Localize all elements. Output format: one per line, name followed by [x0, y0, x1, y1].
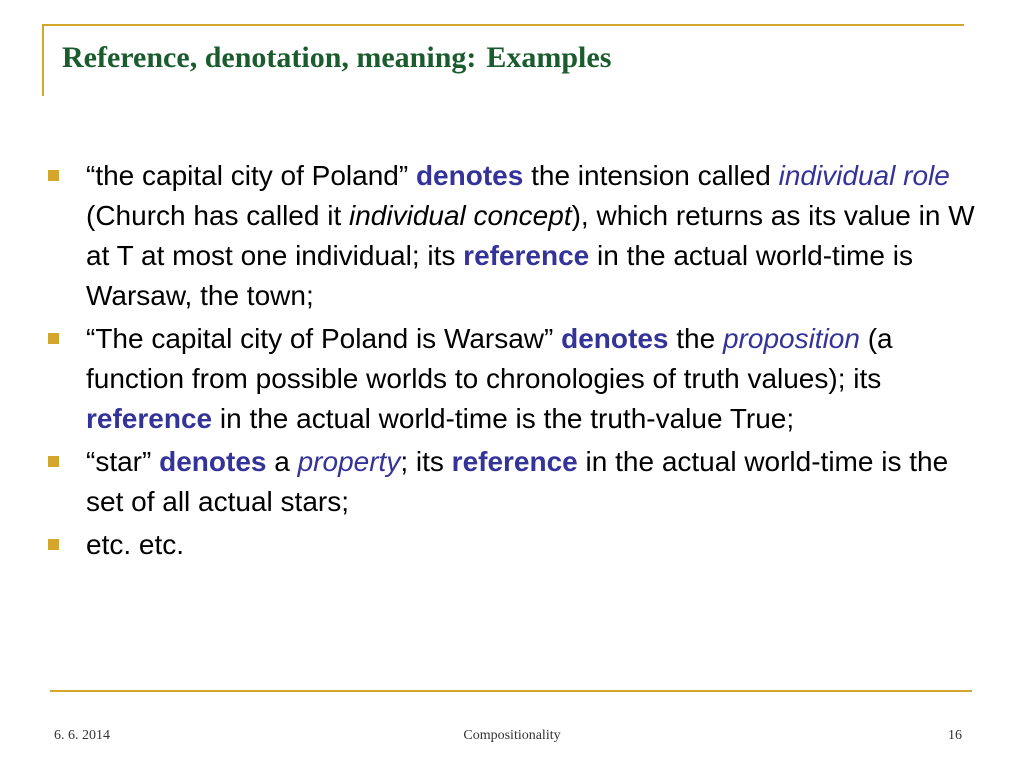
- bullet-item-2: [48, 319, 988, 439]
- footer-date: 6. 6. 2014: [54, 728, 110, 743]
- bullet-item-4: [48, 525, 988, 565]
- slide-title-sub: Examples: [486, 41, 612, 74]
- slide-title: [62, 36, 611, 80]
- bullet-1-text-1: “the capital city of Poland”: [86, 160, 416, 191]
- bullet-2-text-1: “The capital city of Poland is Warsaw”: [86, 323, 562, 354]
- bullet-1-text-2: the intension called: [523, 160, 779, 191]
- bullet-2-keyword-denotes: denotes: [561, 323, 669, 354]
- bullet-1-term-individual-role: individual role: [778, 160, 950, 191]
- bullet-4-text-1: etc. etc.: [86, 529, 185, 560]
- bullet-item-1: [48, 156, 988, 316]
- bullet-list: [48, 156, 988, 568]
- bullet-1-text-4: ), which returns as its value in W at T at most one individual; its: [86, 200, 975, 271]
- bullet-3-keyword-denotes: denotes: [159, 446, 267, 477]
- bullet-1-keyword-denotes: denotes: [415, 160, 524, 191]
- bullet-3-text-2: a: [266, 446, 298, 477]
- bullet-3-text-1: “star”: [86, 446, 160, 477]
- title-frame-left-rule: [42, 24, 44, 96]
- bullet-2-text-4: in the actual world-time is the truth-value True;: [212, 403, 795, 434]
- bullet-3-keyword-reference: reference: [451, 446, 578, 477]
- footer-title: Compositionality: [463, 728, 561, 743]
- bullet-2-term-proposition: proposition: [722, 323, 860, 354]
- bullet-2-keyword-reference: reference: [86, 403, 213, 434]
- bullet-2-text-2: the: [668, 323, 723, 354]
- bullet-1-text-5: in the actual world-time is Warsaw, the town;: [86, 240, 913, 311]
- bullet-2-text-3: (a function from possible worlds to chronologies of truth values); its: [86, 323, 893, 394]
- bullet-1-term-individual-concept: individual concept: [349, 200, 572, 231]
- square-bullet-icon: [48, 170, 59, 181]
- bullet-3-text-3: ; its: [400, 446, 452, 477]
- bullet-item-3: [48, 442, 988, 522]
- slide-title-main: Reference, denotation, meaning:: [62, 41, 477, 74]
- square-bullet-icon: [48, 539, 59, 550]
- bullet-1-keyword-reference: reference: [463, 240, 590, 271]
- square-bullet-icon: [48, 456, 59, 467]
- page-number: 16: [948, 728, 962, 743]
- bullet-3-term-property: property: [297, 446, 401, 477]
- bullet-3-text-4: in the actual world-time is the set of all actual stars;: [86, 446, 949, 517]
- footer-rule: [50, 690, 972, 692]
- bullet-1-text-3: (Church has called it: [86, 200, 350, 231]
- square-bullet-icon: [48, 333, 59, 344]
- title-frame-top-rule: [42, 24, 964, 26]
